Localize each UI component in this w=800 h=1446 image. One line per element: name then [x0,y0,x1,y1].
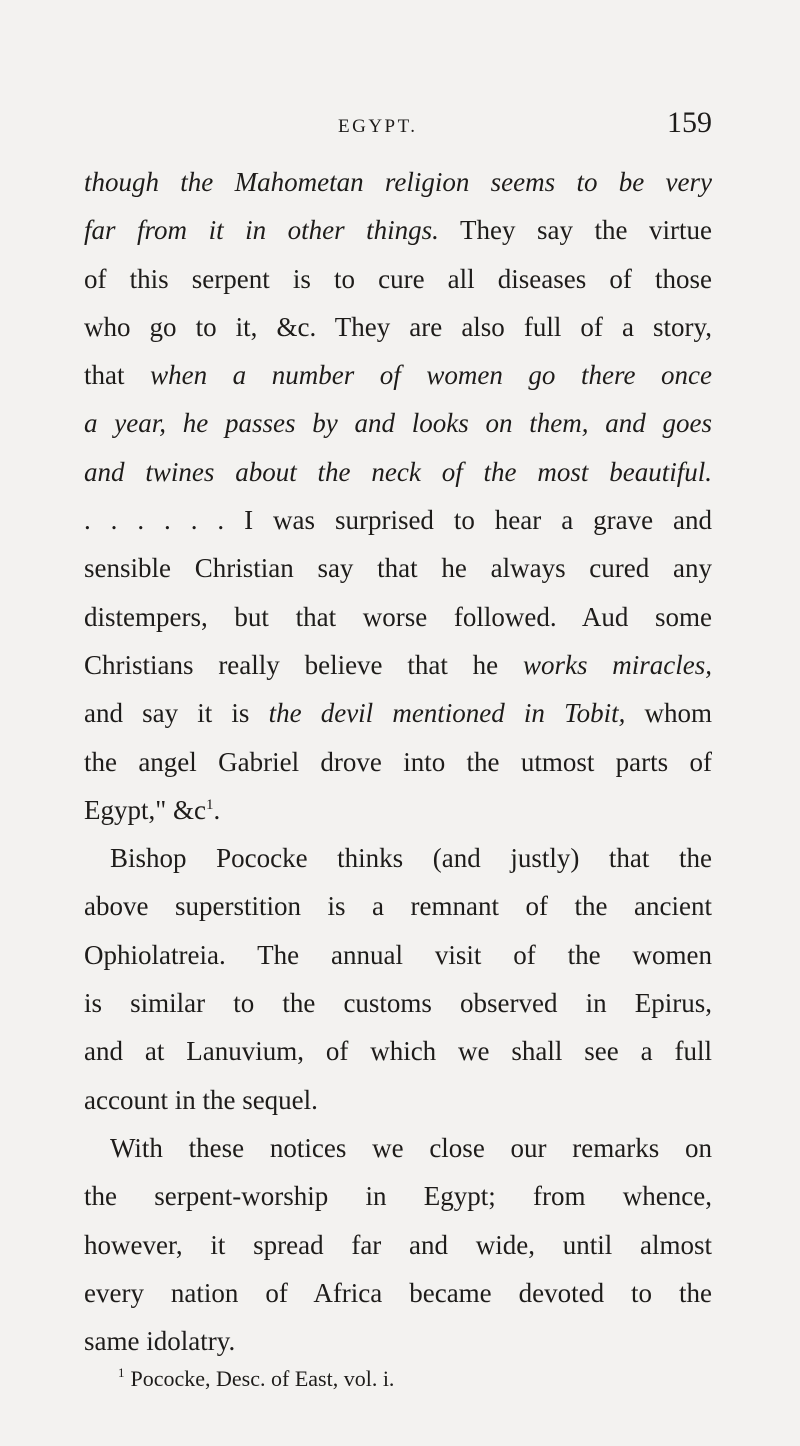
text-span: and say it is [84,698,250,729]
text-line: a year, he passes by and looks on them, and goes [84,408,712,439]
italic-span: the devil mentioned in Tobit, [268,698,626,729]
text-line: same idolatry. [84,1326,236,1357]
text-span: that [84,360,125,391]
text-line: account in the sequel. [84,1084,318,1115]
text-span: whom [644,698,713,729]
footnote-reference: 1 [206,796,214,813]
text-line: the serpent-worship in Egypt; from whence, [84,1181,712,1212]
running-head: EGYPT. [338,116,418,137]
text-line [84,641,712,689]
text-line: however, it spread far and wide, until almost [84,1229,712,1260]
text-line: above superstition is a remnant of the ancient [84,891,712,922]
text-span: They say the virtue [459,215,712,246]
page-header [0,106,800,150]
text-line: of this serpent is to cure all diseases of those [84,263,712,294]
text-span: . [213,794,221,825]
text-line: every nation of Africa became devoted to the [84,1277,712,1308]
text-line: and at Lanuvium, of which we shall see a full [84,1036,712,1067]
text-span: Egypt," &c [84,794,207,825]
text-line: is similar to the customs observed in Epirus, [84,988,712,1019]
text-line: the angel Gabriel drove into the utmost parts of [84,746,712,777]
footnote [118,1366,394,1392]
footnote-text: Pococke, Desc. of East, vol. i. [130,1366,395,1391]
text-line: distempers, but that worse followed. Aud some [84,601,712,632]
italic-span: when a number of women go there once [150,360,713,391]
text-span: Christians really believe that he [84,649,499,680]
text-line [84,786,712,834]
text-line: . . . . . . I was surprised to hear a grave and [84,505,712,536]
text-line [84,206,712,254]
text-line: though the Mahometan religion seems to be very [84,167,712,197]
text-line: who go to it, &c. They are also full of a story, [84,311,712,342]
text-line: Bishop Pococke thinks (and justly) that the [110,843,712,874]
footnote-marker: 1 [118,1365,125,1380]
italic-span: works miracles, [522,649,713,680]
text-line: Ophiolatreia. The annual visit of the women [84,939,712,970]
italic-span: far from it in other things. [84,215,439,246]
body-text [84,158,712,1365]
text-line: and twines about the neck of the most beautiful. [84,456,712,487]
text-line: sensible Christian say that he always cured any [84,553,712,584]
text-line [84,689,712,737]
text-line: With these notices we close our remarks on [110,1132,712,1163]
text-line [84,351,712,399]
page-number: 159 [667,106,712,139]
